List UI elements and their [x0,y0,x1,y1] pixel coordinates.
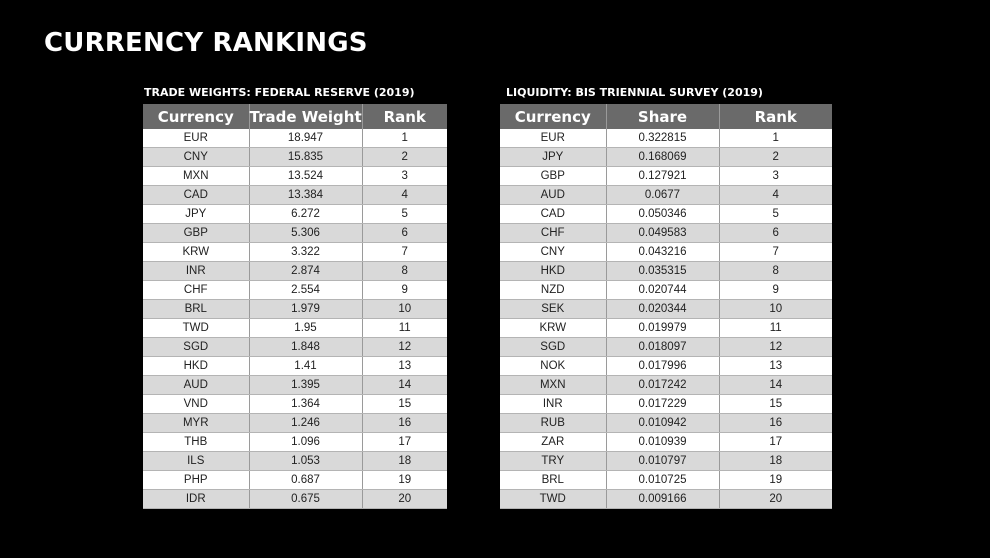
trade-weight-cell: 0.687 [249,471,362,490]
currency-cell: SGD [143,338,249,357]
trade-weight-cell: 1.246 [249,414,362,433]
rank-cell: 4 [362,186,447,205]
rank-cell: 19 [362,471,447,490]
rank-cell: 20 [362,490,447,509]
trade-weight-cell: 15.835 [249,148,362,167]
share-cell: 0.322815 [606,129,719,148]
share-cell: 0.010725 [606,471,719,490]
currency-cell: NOK [500,357,606,376]
table-row [143,490,447,509]
table-row [143,186,447,205]
table-header-row [500,104,832,129]
liquidity-table-body [500,129,832,509]
currency-cell: EUR [143,129,249,148]
trade-weight-cell: 1.41 [249,357,362,376]
share-cell: 0.127921 [606,167,719,186]
trade-weight-cell: 1.395 [249,376,362,395]
share-cell: 0.049583 [606,224,719,243]
rank-cell: 13 [719,357,832,376]
share-cell: 0.017996 [606,357,719,376]
table-row [500,148,832,167]
currency-cell: TWD [143,319,249,338]
trade-weight-cell: 2.554 [249,281,362,300]
share-cell: 0.050346 [606,205,719,224]
rank-cell: 7 [719,243,832,262]
rank-cell: 19 [719,471,832,490]
column-header-rank: Rank [719,104,832,129]
currency-cell: CAD [143,186,249,205]
rank-cell: 3 [719,167,832,186]
rank-cell: 8 [719,262,832,281]
rank-cell: 11 [719,319,832,338]
rank-cell: 13 [362,357,447,376]
rank-cell: 2 [362,148,447,167]
table-row [143,338,447,357]
liquidity-table [500,104,832,509]
table-row [143,433,447,452]
table-row [500,338,832,357]
rank-cell: 14 [719,376,832,395]
rank-cell: 8 [362,262,447,281]
table-row [143,395,447,414]
table-row [143,300,447,319]
rank-cell: 11 [362,319,447,338]
rank-cell: 16 [362,414,447,433]
currency-cell: INR [500,395,606,414]
trade-weight-cell: 5.306 [249,224,362,243]
table-row [143,471,447,490]
table-row [143,167,447,186]
rank-cell: 4 [719,186,832,205]
table-header-row [143,104,447,129]
trade-weight-cell: 1.848 [249,338,362,357]
table-row [500,205,832,224]
table-row [143,376,447,395]
trade-weight-cell: 13.524 [249,167,362,186]
share-cell: 0.043216 [606,243,719,262]
rank-cell: 12 [362,338,447,357]
trade-weight-cell: 18.947 [249,129,362,148]
table-row [143,224,447,243]
table-row [500,376,832,395]
table-row [500,167,832,186]
rank-cell: 6 [362,224,447,243]
rank-cell: 5 [719,205,832,224]
share-cell: 0.168069 [606,148,719,167]
currency-cell: INR [143,262,249,281]
table-row [500,471,832,490]
trade-weights-title: TRADE WEIGHTS: FEDERAL RESERVE (2019) [144,86,415,99]
share-cell: 0.010797 [606,452,719,471]
currency-cell: HKD [500,262,606,281]
currency-cell: GBP [500,167,606,186]
trade-weight-cell: 3.322 [249,243,362,262]
column-header-rank: Rank [362,104,447,129]
rank-cell: 17 [362,433,447,452]
currency-cell: TRY [500,452,606,471]
table-row [500,490,832,509]
currency-cell: AUD [143,376,249,395]
currency-cell: CNY [143,148,249,167]
currency-cell: MXN [500,376,606,395]
trade-weight-cell: 6.272 [249,205,362,224]
currency-cell: CHF [500,224,606,243]
trade-weight-cell: 1.979 [249,300,362,319]
currency-cell: KRW [500,319,606,338]
trade-weights-section [143,84,447,509]
trade-weight-cell: 2.874 [249,262,362,281]
liquidity-section [500,84,832,509]
rank-cell: 5 [362,205,447,224]
share-cell: 0.017242 [606,376,719,395]
trade-weight-cell: 1.364 [249,395,362,414]
rank-cell: 17 [719,433,832,452]
table-row [500,243,832,262]
currency-cell: JPY [500,148,606,167]
rank-cell: 10 [362,300,447,319]
currency-cell: BRL [500,471,606,490]
currency-cell: SGD [500,338,606,357]
table-row [500,452,832,471]
trade-weight-cell: 1.053 [249,452,362,471]
currency-cell: MYR [143,414,249,433]
table-row [143,414,447,433]
currency-cell: ZAR [500,433,606,452]
table-row [500,281,832,300]
trade-weight-cell: 1.95 [249,319,362,338]
rank-cell: 18 [362,452,447,471]
table-row [500,186,832,205]
table-row [500,300,832,319]
rank-cell: 10 [719,300,832,319]
currency-cell: IDR [143,490,249,509]
trade-weights-table [143,104,447,509]
currency-cell: SEK [500,300,606,319]
currency-cell: NZD [500,281,606,300]
share-cell: 0.020344 [606,300,719,319]
currency-cell: AUD [500,186,606,205]
rank-cell: 12 [719,338,832,357]
table-row [143,243,447,262]
share-cell: 0.019979 [606,319,719,338]
column-header-share: Share [606,104,719,129]
table-row [500,395,832,414]
column-header-trade-weight: Trade Weight [249,104,362,129]
currency-cell: BRL [143,300,249,319]
rank-cell: 1 [362,129,447,148]
table-row [143,452,447,471]
currency-cell: RUB [500,414,606,433]
currency-cell: ILS [143,452,249,471]
currency-cell: HKD [143,357,249,376]
table-row [500,129,832,148]
rank-cell: 1 [719,129,832,148]
column-header-currency: Currency [143,104,249,129]
currency-cell: PHP [143,471,249,490]
trade-weight-cell: 13.384 [249,186,362,205]
rank-cell: 16 [719,414,832,433]
currency-cell: CNY [500,243,606,262]
share-cell: 0.020744 [606,281,719,300]
page-title: CURRENCY RANKINGS [44,28,368,58]
share-cell: 0.010939 [606,433,719,452]
share-cell: 0.018097 [606,338,719,357]
share-cell: 0.010942 [606,414,719,433]
table-row [500,433,832,452]
table-row [143,319,447,338]
rank-cell: 9 [362,281,447,300]
currency-cell: CHF [143,281,249,300]
rank-cell: 15 [719,395,832,414]
currency-cell: THB [143,433,249,452]
table-row [500,319,832,338]
trade-weights-table-body [143,129,447,509]
trade-weight-cell: 1.096 [249,433,362,452]
rank-cell: 20 [719,490,832,509]
table-row [143,357,447,376]
table-row [500,224,832,243]
rank-cell: 2 [719,148,832,167]
table-row [143,129,447,148]
rank-cell: 7 [362,243,447,262]
share-cell: 0.035315 [606,262,719,281]
rank-cell: 15 [362,395,447,414]
rank-cell: 18 [719,452,832,471]
currency-cell: VND [143,395,249,414]
currency-cell: CAD [500,205,606,224]
table-row [143,205,447,224]
trade-weight-cell: 0.675 [249,490,362,509]
table-row [500,357,832,376]
currency-cell: TWD [500,490,606,509]
table-row [143,148,447,167]
table-row [500,414,832,433]
currency-cell: KRW [143,243,249,262]
share-cell: 0.0677 [606,186,719,205]
currency-cell: GBP [143,224,249,243]
table-row [500,262,832,281]
column-header-currency: Currency [500,104,606,129]
currency-cell: JPY [143,205,249,224]
table-row [143,281,447,300]
liquidity-title: LIQUIDITY: BIS TRIENNIAL SURVEY (2019) [506,86,763,99]
rank-cell: 9 [719,281,832,300]
rank-cell: 14 [362,376,447,395]
table-row [143,262,447,281]
rank-cell: 6 [719,224,832,243]
share-cell: 0.017229 [606,395,719,414]
currency-cell: EUR [500,129,606,148]
share-cell: 0.009166 [606,490,719,509]
currency-cell: MXN [143,167,249,186]
rank-cell: 3 [362,167,447,186]
